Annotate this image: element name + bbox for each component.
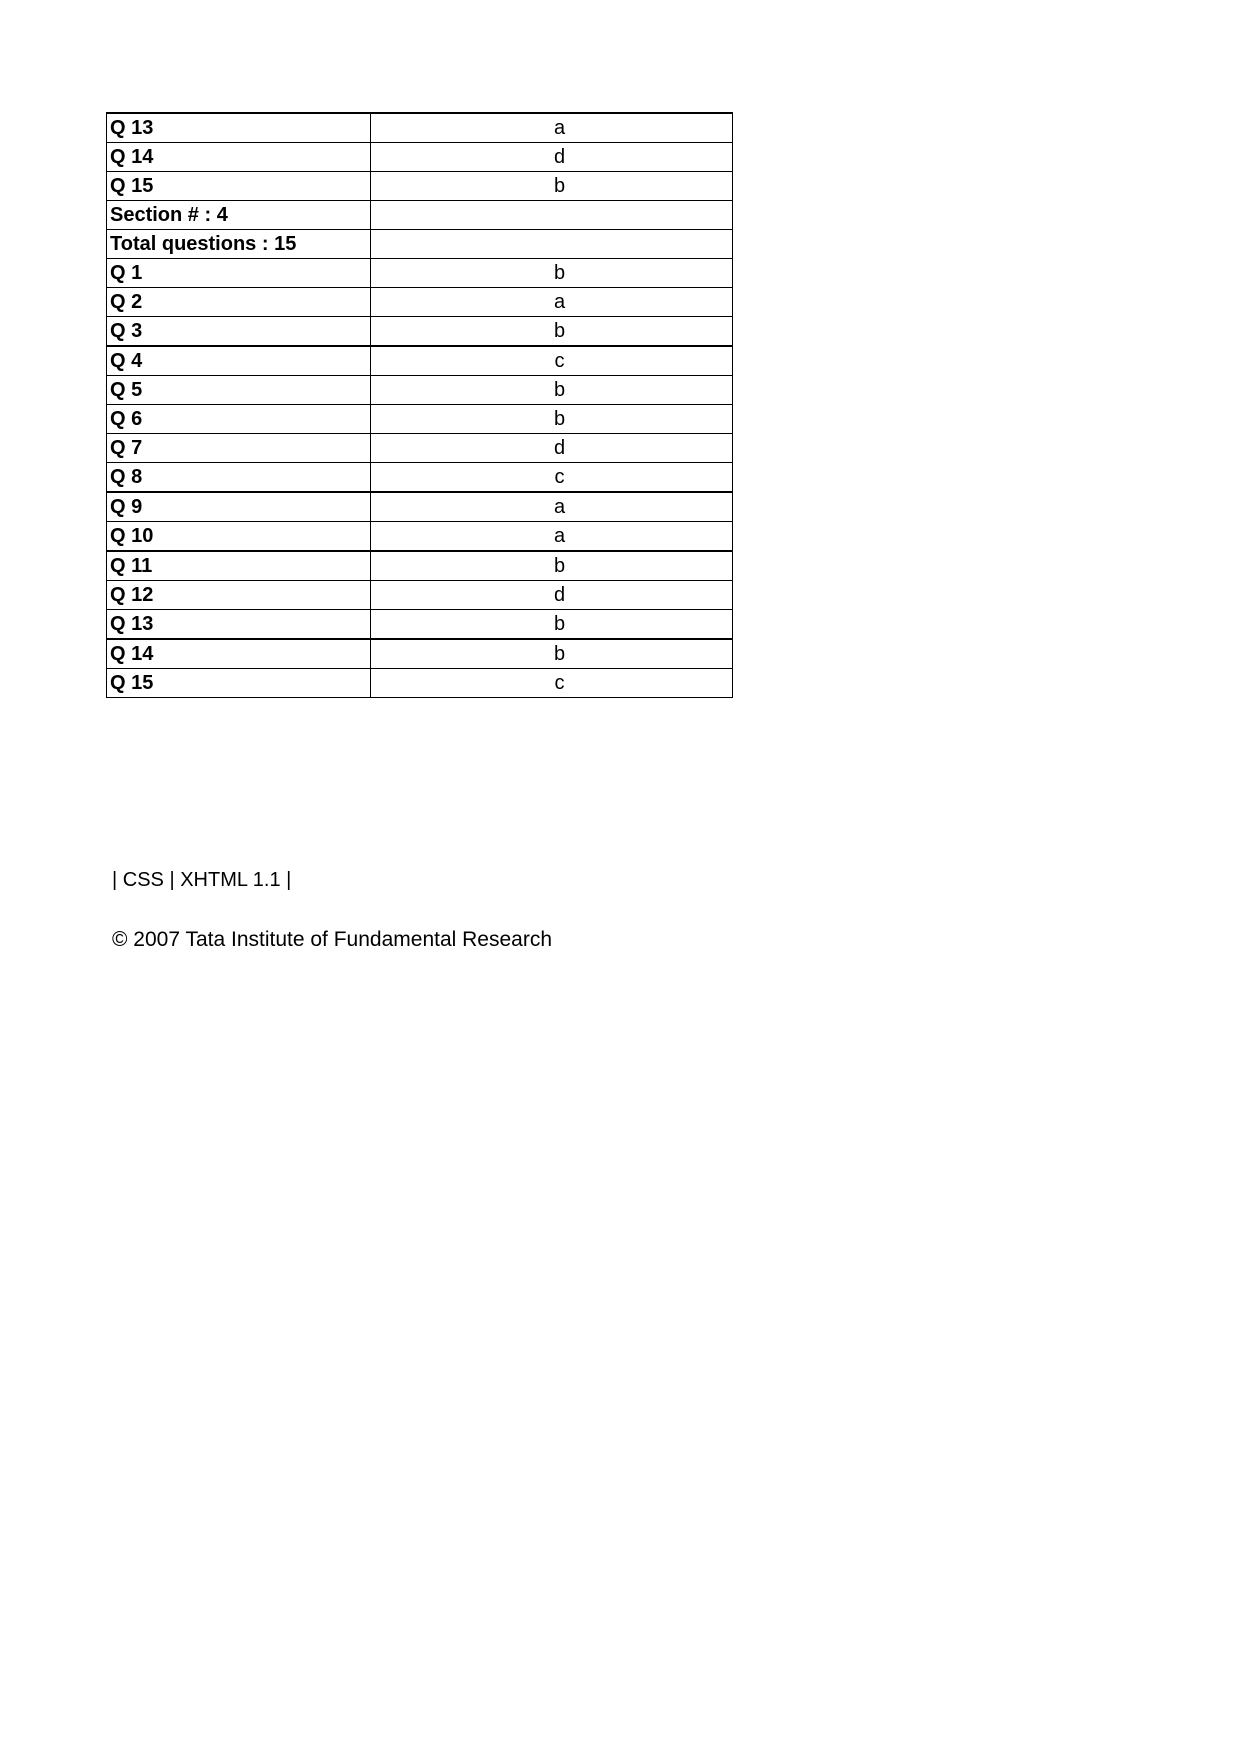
question-label: Q 8: [107, 463, 371, 493]
table-row: [107, 551, 733, 581]
table-row: [107, 143, 733, 172]
question-label: Q 13: [107, 113, 371, 143]
answer-value: b: [371, 639, 733, 669]
answer-value: a: [371, 113, 733, 143]
answer-value: b: [371, 172, 733, 201]
question-label: Q 14: [107, 143, 371, 172]
table-row: [107, 346, 733, 376]
footer-separator: |: [280, 869, 292, 891]
total-questions-row: [107, 230, 733, 259]
answer-value: d: [371, 581, 733, 610]
section-header-row: [107, 201, 733, 230]
answer-value: b: [371, 317, 733, 347]
table-row: [107, 492, 733, 522]
answer-value: b: [371, 259, 733, 288]
footer-links: [112, 866, 291, 894]
table-row: [107, 669, 733, 698]
table-row: [107, 610, 733, 640]
answer-value: a: [371, 288, 733, 317]
question-label: Q 2: [107, 288, 371, 317]
section-label: Section # : 4: [107, 201, 371, 230]
table-row: [107, 405, 733, 434]
answer-value: b: [371, 551, 733, 581]
footer-separator: |: [112, 869, 123, 891]
footer-separator: |: [163, 869, 181, 891]
answer-value: a: [371, 492, 733, 522]
answer-value: c: [371, 463, 733, 493]
answer-value: b: [371, 610, 733, 640]
table-row: [107, 376, 733, 405]
answer-value: d: [371, 434, 733, 463]
xhtml-link[interactable]: XHTML 1.1: [180, 869, 281, 891]
table-row: [107, 639, 733, 669]
copyright-notice: © 2007 Tata Institute of Fundamental Research: [112, 928, 552, 951]
question-label: Q 15: [107, 172, 371, 201]
question-label: Q 15: [107, 669, 371, 698]
answer-value: b: [371, 405, 733, 434]
table-row: [107, 259, 733, 288]
table-row: [107, 172, 733, 201]
answer-value: c: [371, 346, 733, 376]
answer-value: b: [371, 376, 733, 405]
question-label: Q 7: [107, 434, 371, 463]
css-link[interactable]: CSS: [122, 869, 164, 891]
table-row: [107, 317, 733, 347]
table-row: [107, 522, 733, 552]
answer-key-table: [106, 112, 733, 698]
question-label: Q 11: [107, 551, 371, 581]
answer-value: [371, 230, 733, 259]
table-row: [107, 463, 733, 493]
question-label: Q 1: [107, 259, 371, 288]
question-label: Q 12: [107, 581, 371, 610]
table-row: [107, 581, 733, 610]
answer-value: [371, 201, 733, 230]
answer-value: c: [371, 669, 733, 698]
question-label: Q 14: [107, 639, 371, 669]
question-label: Q 6: [107, 405, 371, 434]
answer-value: a: [371, 522, 733, 552]
question-label: Q 9: [107, 492, 371, 522]
question-label: Q 13: [107, 610, 371, 640]
table-row: [107, 434, 733, 463]
answer-value: d: [371, 143, 733, 172]
table-row: [107, 288, 733, 317]
question-label: Q 5: [107, 376, 371, 405]
total-questions-label: Total questions : 15: [107, 230, 371, 259]
table-row: [107, 113, 733, 143]
question-label: Q 4: [107, 346, 371, 376]
question-label: Q 3: [107, 317, 371, 347]
question-label: Q 10: [107, 522, 371, 552]
